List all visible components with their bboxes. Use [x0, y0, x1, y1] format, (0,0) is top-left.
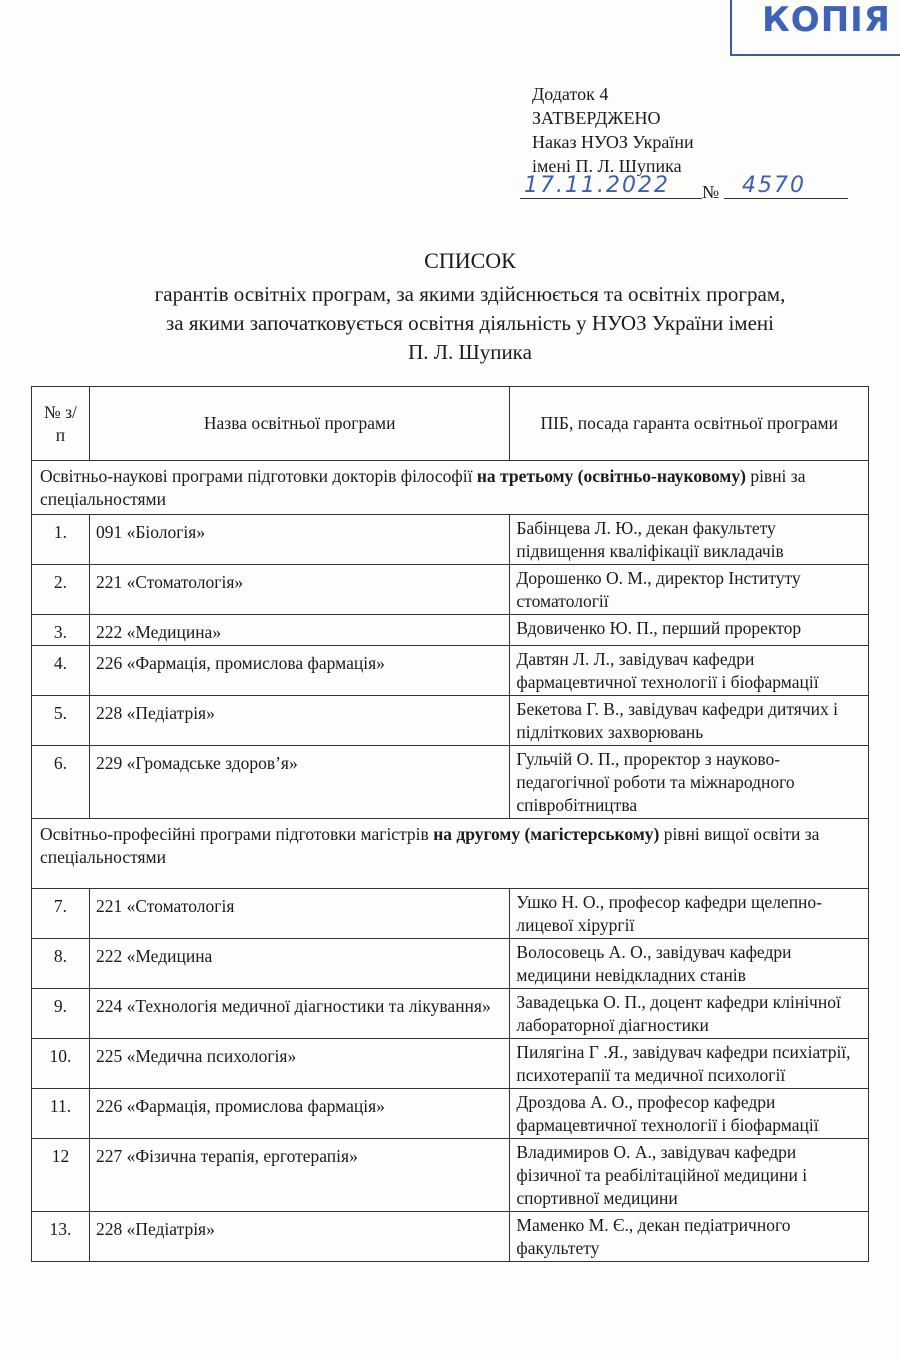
number-sign: №: [702, 182, 720, 202]
table-row: [32, 565, 869, 615]
section-title-text: Освітньо-професійні програми підготовки магістрів: [40, 824, 434, 844]
guarantors-table: [31, 386, 869, 1262]
program-name: 228 «Педіатрія»: [89, 696, 509, 746]
section-row: [32, 461, 869, 515]
row-number: 6.: [32, 746, 90, 819]
guarantor-name: Завадецька О. П., доцент кафедри клінічної лабораторної діагностики: [510, 989, 869, 1039]
order-date-number: [524, 173, 806, 206]
guarantor-name: Бекетова Г. В., завідувач кафедри дитячих і підліткових захворювань: [510, 696, 869, 746]
subtitle-line: П. Л. Шупика: [408, 340, 532, 364]
copy-stamp: [730, 0, 900, 56]
program-name: 221 «Стоматологія»: [89, 565, 509, 615]
section-title: [32, 819, 869, 889]
order-date: 17.11.2022: [520, 174, 702, 199]
table-row: [32, 696, 869, 746]
table-row: [32, 1139, 869, 1212]
section-level-text: на другому (магістерському): [433, 824, 660, 844]
table-row: [32, 746, 869, 819]
row-number: 2.: [32, 565, 90, 615]
appendix-label: Додаток 4: [532, 84, 609, 104]
row-number: 10.: [32, 1039, 90, 1089]
institution-label: імені П. Л. Шупика: [532, 156, 682, 176]
table-row: [32, 939, 869, 989]
section-title: [32, 461, 869, 515]
row-number: 1.: [32, 515, 90, 565]
approval-block: [524, 82, 806, 206]
row-number: 7.: [32, 889, 90, 939]
guarantor-name: Дорошенко О. М., директор Інституту стоматології: [510, 565, 869, 615]
guarantor-name: Ушко Н. О., професор кафедри щелепно-лицевої хірургії: [510, 889, 869, 939]
program-name: 222 «Медицина: [89, 939, 509, 989]
order-label: Наказ НУОЗ України: [532, 132, 694, 152]
header-num: № з/п: [32, 387, 90, 461]
program-name: 227 «Фізична терапія, ерготерапія»: [89, 1139, 509, 1212]
row-number: 5.: [32, 696, 90, 746]
section-row: [32, 819, 869, 889]
approved-label: ЗАТВЕРДЖЕНО: [532, 108, 661, 128]
program-name: 224 «Технологія медичної діагностики та лікування»: [89, 989, 509, 1039]
subtitle-line: за якими започатковується освітня діяльність у НУОЗ України імені: [166, 311, 774, 335]
document-title: СПИСОК: [424, 248, 516, 273]
header-program: Назва освітньої програми: [89, 387, 509, 461]
table-row: [32, 989, 869, 1039]
table-row: [32, 1039, 869, 1089]
program-name: 226 «Фармація, промислова фармація»: [89, 1089, 509, 1139]
table-row: [32, 1089, 869, 1139]
row-number: 9.: [32, 989, 90, 1039]
row-number: 4.: [32, 646, 90, 696]
program-name: 226 «Фармація, промислова фармація»: [89, 646, 509, 696]
table-body: [32, 461, 869, 1262]
program-name: 222 «Медицина»: [89, 615, 509, 646]
guarantor-name: Волосовець А. О., завідувач кафедри медицини невідкладних станів: [510, 939, 869, 989]
section-title-text: Освітньо-наукові програми підготовки докторів філософії: [40, 466, 477, 486]
guarantor-name: Бабінцева Л. Ю., декан факультету підвищення кваліфікації викладачів: [510, 515, 869, 565]
table-row: [32, 646, 869, 696]
table-row: [32, 615, 869, 646]
program-name: 229 «Громадське здоров’я»: [89, 746, 509, 819]
header-guarantor: ПІБ, посада гаранта освітньої програми: [510, 387, 869, 461]
document-subtitle: [0, 280, 900, 367]
guarantor-name: Маменко М. Є., декан педіатричного факультету: [510, 1212, 869, 1262]
table-row: [32, 515, 869, 565]
guarantor-name: Гульчій О. П., проректор з науково-педагогічної роботи та міжнародного співробітництва: [510, 746, 869, 819]
program-name: 221 «Стоматологія: [89, 889, 509, 939]
section-title-suffix: рівні за спеціальностями: [40, 466, 806, 509]
row-number: 12: [32, 1139, 90, 1212]
table-row: [32, 1212, 869, 1262]
guarantor-name: Владимиров О. А., завідувач кафедри фізичної та реабілітаційної медицини і спортивної медицини: [510, 1139, 869, 1212]
section-level-text: на третьому (освітньо-науковому): [476, 466, 746, 486]
guarantor-name: Давтян Л. Л., завідувач кафедри фармацевтичної технології і біофармації: [510, 646, 869, 696]
row-number: 13.: [32, 1212, 90, 1262]
row-number: 8.: [32, 939, 90, 989]
section-title-suffix: рівні вищої освіти за спеціальностями: [40, 824, 820, 867]
table-header-row: [32, 387, 869, 461]
program-name: 228 «Педіатрія»: [89, 1212, 509, 1262]
subtitle-line: гарантів освітніх програм, за якими здійснюється та освітніх програм,: [154, 282, 786, 306]
guarantor-name: Дроздова А. О., професор кафедри фармацевтичної технології і біофармації: [510, 1089, 869, 1139]
copy-stamp-text: КОПІЯ: [762, 0, 891, 40]
order-number: 4570: [724, 174, 848, 199]
guarantor-name: Пилягіна Г .Я., завідувач кафедри психіатрії, психотерапії та медичної психології: [510, 1039, 869, 1089]
program-name: 225 «Медична психологія»: [89, 1039, 509, 1089]
program-name: 091 «Біологія»: [89, 515, 509, 565]
row-number: 11.: [32, 1089, 90, 1139]
guarantor-name: Вдовиченко Ю. П., перший проректор: [510, 615, 869, 646]
table-row: [32, 889, 869, 939]
row-number: 3.: [32, 615, 90, 646]
